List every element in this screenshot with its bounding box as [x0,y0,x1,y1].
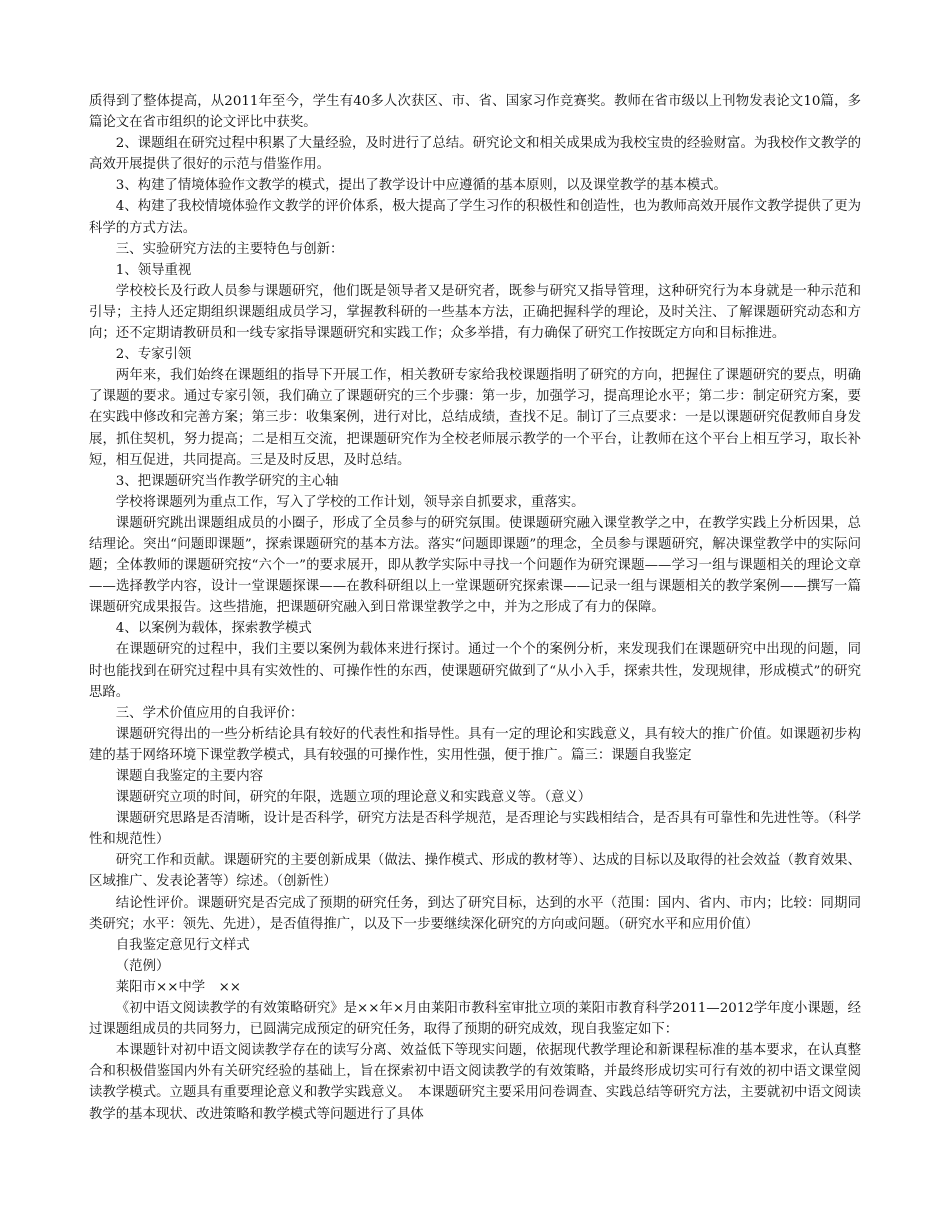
paragraph: 4、构建了我校情境体验作文教学的评价体系，极大提高了学生习作的积极性和创造性，也为教师高效开展作文教学提供了更为科学的方式方法。 [89,199,861,236]
paragraph: 研究工作和贡献。课题研究的主要创新成果（做法、操作模式、形成的教材等）、达成的目标以及取得的社会效益（教育效果、区域推广、发表论著等）综述。（创新性） [89,853,861,890]
paragraph: 本课题针对初中语文阅读教学存在的读写分离、效益低下等现实问题，依据现代教学理论和新课程标准的基本要求，在认真整合和积极借鉴国内外有关研究经验的基础上，旨在探索初中语文阅读教学的有效策略，并最终形成切实可行有效的初中语文课堂阅读教学模式。立题具有重要理论意义和教学实践意义。 本课题研究主要采用问卷调查、实践总结等研究方法，主要就初中语文阅读教学的基本现状、改进策略和教学模式等问题进行了具体 [89,1043,861,1122]
paragraph: 2、课题组在研究过程中积累了大量经验，及时进行了总结。研究论文和相关成果成为我校宝贵的经验财富。为我校作文教学的高效开展提供了很好的示范与借鉴作用。 [89,136,861,173]
paragraph: 课题研究立项的时间，研究的年限，选题立项的理论意义和实践意义等。（意义） [115,790,592,806]
paragraph: 3、构建了情境体验作文教学的模式，提出了教学设计中应遵循的基本原则，以及课堂教学的基本模式。 [115,178,727,194]
paragraph: 3、把课题研究当作教学研究的主心轴 [115,473,339,489]
paragraph: 三、实验研究方法的主要特色与创新： [115,241,344,257]
paragraph: 课题研究思路是否清晰，设计是否科学，研究方法是否科学规范，是否理论与实践相结合，是否具有可靠性和先进性等。（科学性和规范性） [89,811,861,848]
paragraph: 在课题研究的过程中，我们主要以案例为载体来进行探讨。通过一个个的案例分析，来发现我们在课题研究中出现的问题，同时也能找到在研究过程中具有实效性的、可操作性的东西，使课题研究做到了“从小入手，探索共性，发现规律，形成模式”的研究思路。 [89,642,861,700]
paragraph: 质得到了整体提高，从2011年至今，学生有40多人次获区、市、省、国家习作竞赛奖。教师在省市级以上刊物发表论文10篇，多篇论文在省市组织的论文评比中获奖。 [89,94,861,131]
paragraph: 结论性评价。课题研究是否完成了预期的研究任务，到达了研究目标，达到的水平（范围：国内、省内、市内；比较：同期同类研究；水平：领先、先进），是否值得推广，以及下一步要继续深化研究的方向或问题。（研究水平和应用价值） [89,895,861,932]
paragraph: 学校校长及行政人员参与课题研究，他们既是领导者又是研究者，既参与研究又指导管理，这种研究行为本身就是一种示范和引导；主持人还定期组织课题组成员学习，掌握教科研的一些基本方法，正确把握科学的理论，及时关注、了解课题研究动态和方向；还不定期请教研员和一线专家指导课题研究和实践工作；众多举措，有力确保了研究工作按既定方向和目标推进。 [89,283,861,342]
paragraph: 自我鉴定意见行文样式 [115,937,250,953]
paragraph: 1、领导重视 [115,262,192,278]
paragraph: 三、学术价值应用的自我评价： [115,705,304,721]
paragraph: 《初中语文阅读教学的有效策略研究》是××年×月由莱阳市教科室审批立项的莱阳市教育科学2011—2012学年度小课题，经过课题组成员的共同努力，已圆满完成预定的研究任务，取得了预期的研究成效，现自我鉴定如下： [89,1001,861,1038]
paragraph: 莱阳市××中学 ×× [115,979,242,995]
paragraph: 4、以案例为载体，探索教学模式 [115,621,312,637]
paragraph: 2、专家引领 [115,347,192,363]
paragraph: 课题自我鉴定的主要内容 [115,769,264,784]
paragraph: 课题研究得出的一些分析结论具有较好的代表性和指导性。具有一定的理论和实践意义，具有较大的推广价值。如课题初步构建的基于网络环境下课堂教学模式，具有较强的可操作性，实用性强，便于推广。篇三：课题自我鉴定 [89,726,861,763]
paragraph: 课题研究跳出课题组成员的小圈子，形成了全员参与的研究氛围。使课题研究融入课堂教学之中，在教学实践上分析因果，总结理论。突出“问题即课题”，探索课题研究的基本方法。落实“问题即课题”的理念，全员参与课题研究，解决课堂教学中的实际问题；全体教师的课题研究按“六个一”的要求展开，即从教学实际中寻找一个问题作为研究课题——学习一组与课题相关的理论文章——选择教学内容，设计一堂课题探课——在教科研组以上一堂课题研究探索课——记录一组与课题相关的教学案例——撰写一篇课题研究成果报告。这些措施，把课题研究融入到日常课堂教学之中，并为之形成了有力的保障。 [89,515,861,616]
paragraph: 学校将课题列为重点工作，写入了学校的工作计划，领导亲自抓要求，重落实。 [115,494,585,510]
document-body [89,91,861,1125]
paragraph: （范例） [115,958,170,974]
paragraph: 两年来，我们始终在课题组的指导下开展工作，相关教研专家给我校课题指明了研究的方向，把握住了课题研究的要点，明确了课题的要求。通过专家引领，我们确立了课题研究的三个步骤：第一步，加强学习，提高理论水平；第二步：制定研究方案，要在实践中修改和完善方案；第三步：收集案例，进行对比，总结成绩，查找不足。制订了三点要求：一是以课题研究促教师自身发展，抓住契机，努力提高；二是相互交流，把课题研究作为全校老师展示教学的一个平台，让教师在这个平台上相互学习，取长补短，相互促进，共同提高。三是及时反思，及时总结。 [89,368,861,468]
